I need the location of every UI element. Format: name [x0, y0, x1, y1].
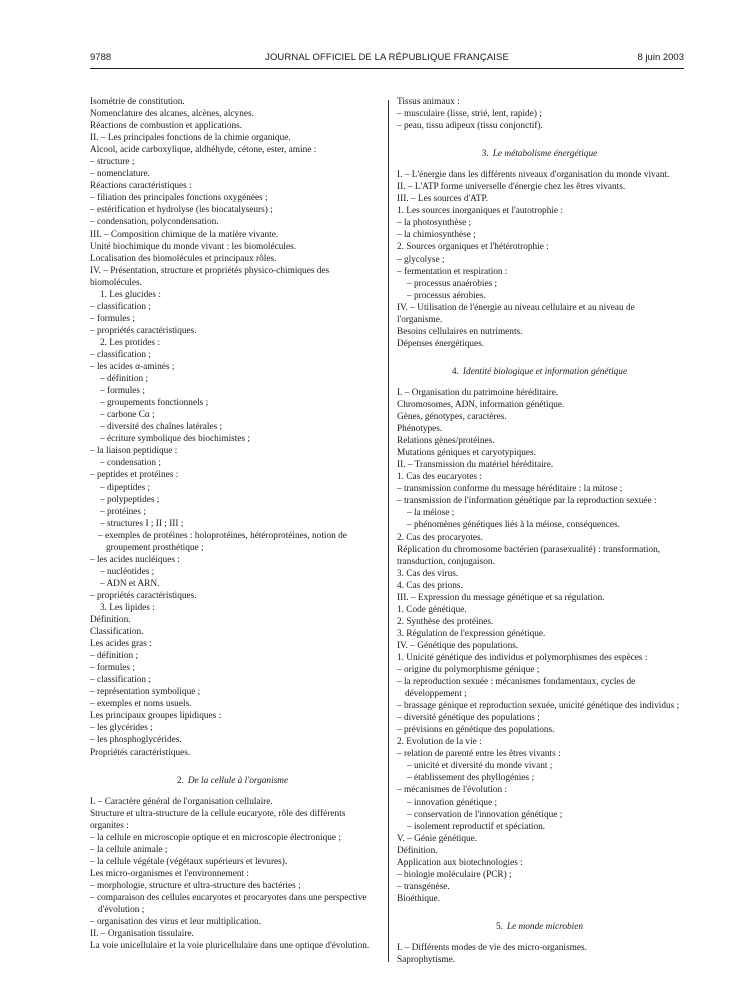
list-item: – processus aérobies.	[407, 290, 486, 301]
list-item: – formules ;	[90, 313, 135, 324]
right-column	[397, 96, 682, 966]
list-item: – dipeptides ;	[100, 482, 151, 493]
text-line: Tissus animaux :	[397, 97, 460, 107]
list-item: – peau, tissu adipeux (tissu conjonctif).	[397, 121, 543, 132]
list-item: – écriture symbolique des biochimistes ;	[100, 434, 251, 445]
list-item: – propriétés caractéristiques.	[90, 325, 197, 336]
list-item: – transmission conforme du message héréditaire : la mitose ;	[397, 484, 623, 495]
list-item: – les phosphoglycérides.	[90, 735, 182, 746]
section-heading-2	[90, 775, 375, 787]
text-line: 3. Cas des virus.	[397, 568, 459, 579]
subsection-heading: II. – L'ATP forme universelle d'énergie chez les êtres vivants.	[397, 182, 626, 193]
list-item: – la photosynthèse ;	[397, 218, 472, 229]
text-line: Les principaux groupes lipidiques :	[90, 711, 222, 722]
text-line: Phénotypes.	[397, 424, 443, 435]
text-line: Mutations géniques et caryotypiques.	[397, 448, 536, 459]
text-line: Structure et ultra-structure de la cellule eucaryote, rôle des différents organites :	[90, 808, 346, 831]
list-item: – la reproduction sexuée : mécanismes fondamentaux, cycles de développement ;	[397, 677, 636, 700]
list-item: – structures I ; II ; III ;	[100, 518, 184, 529]
list-item: – diversité des chaînes latérales ;	[100, 422, 223, 433]
list-item: – classification ;	[90, 301, 151, 312]
subsection-heading: III. – Les sources d'ATP.	[397, 194, 489, 205]
list-item: – définition ;	[90, 651, 139, 662]
list-item: – filiation des principales fonctions oxygénées ;	[90, 193, 268, 204]
subsection-heading: IV. – Présentation, structure et propriétés physico-chimiques des biomolécules.	[90, 265, 330, 288]
text-line: 1. Code génétique.	[397, 604, 467, 615]
list-item: – brassage génique et reproduction sexuée, unicité génétique des individus ;	[397, 701, 680, 712]
subsection-heading: I. – Organisation du patrimoine héréditaire.	[397, 387, 559, 398]
text-line: Propriétés caractéristiques.	[90, 747, 191, 758]
list-item: – nomenclature.	[90, 169, 150, 180]
text-line: 2. Cas des procaryotes.	[397, 532, 483, 543]
list-item: – les acides α-aminés ;	[90, 362, 175, 373]
publication-date: 8 juin 2003	[637, 52, 684, 63]
text-line: Classification.	[90, 627, 144, 638]
section-number: 3.	[481, 149, 489, 160]
list-item: – transmission de l'information génétique par la reproduction sexuée :	[397, 496, 657, 507]
text-line: Application aux biotechnologies :	[397, 857, 523, 868]
list-item: – la méiose ;	[407, 508, 455, 519]
text-line: 2. Synthèse des protéines.	[397, 616, 494, 627]
text-line: Bioéthique.	[397, 893, 441, 904]
list-item: – carbone Cα ;	[100, 410, 155, 421]
list-item: – morphologie, structure et ultra-structure des bactéries ;	[90, 880, 301, 891]
section-number: 5.	[495, 921, 503, 932]
list-item: – établissement des phyllogénies ;	[407, 773, 535, 784]
list-item: – musculaire (lisse, strié, lent, rapide) ;	[397, 109, 542, 120]
text-line: Besoins cellulaires en nutriments.	[397, 326, 523, 337]
text-line: 3. Régulation de l'expression génétique.	[397, 628, 546, 639]
text-line: 1. Unicité génétique des individus et polymorphismes des espèces :	[397, 652, 648, 663]
list-item: – polypeptides ;	[100, 494, 160, 505]
section-heading-4	[397, 366, 682, 378]
list-item: – les glycérides ;	[90, 723, 153, 734]
text-line: La voie unicellulaire et la voie pluricellulaire dans une optique d'évolution.	[90, 941, 370, 952]
text-line: Saprophytisme.	[397, 955, 456, 966]
subsection-heading: I. – Caractère général de l'organisation cellulaire.	[90, 796, 273, 807]
text-line: Les acides gras :	[90, 639, 152, 650]
list-item: – fermentation et respiration :	[397, 266, 508, 277]
section-number: 4.	[451, 366, 459, 377]
list-item: – processus anaérobies ;	[407, 278, 498, 289]
text-line: 1. Les sources inorganiques et l'autotrophie :	[397, 206, 563, 217]
subsection-heading: IV. – Génétique des populations.	[397, 640, 519, 651]
text-line: Réplication du chromosome bactérien (parasexualité) : transformation, transduction, conjugaison.	[397, 544, 661, 567]
list-item: – groupements fonctionnels ;	[100, 398, 209, 409]
text-line: Chromosomes, ADN, information génétique.	[397, 399, 565, 410]
list-item: – diversité génétique des populations ;	[397, 713, 540, 724]
section-title: Le métabolisme énergétique	[492, 149, 598, 160]
text-line: Définition.	[90, 615, 131, 626]
text-line: Isométrie de constitution.	[90, 97, 185, 107]
list-item: – unicité et diversité du monde vivant ;	[407, 761, 553, 772]
section-title: De la cellule à l'organisme	[187, 775, 289, 786]
list-item: – condensation ;	[100, 458, 161, 469]
column-divider	[388, 100, 389, 962]
text-line: Dépenses énergétiques.	[397, 338, 485, 349]
list-item: – définition ;	[100, 374, 149, 385]
subsection-heading: III. – Expression du message génétique et sa régulation.	[397, 592, 605, 603]
text-line: Les micro-organismes et l'environnement :	[90, 868, 249, 879]
text-line: Relations gènes/protéines.	[397, 436, 495, 447]
text-line: Définition.	[397, 845, 438, 856]
list-item: – structure ;	[90, 157, 135, 168]
list-item: – prévisions en génétique des populations.	[397, 725, 555, 736]
list-item: – origine du polymorphisme génique ;	[397, 665, 540, 676]
list-item: – représentation symbolique ;	[90, 687, 201, 698]
left-column	[90, 96, 375, 952]
list-item: – exemples de protéines : holoprotéines, hétéroprotéines, notion de groupement prosthétique ;	[98, 530, 347, 553]
list-item: – protéines ;	[100, 506, 146, 517]
text-line: 4. Cas des prions.	[397, 580, 463, 591]
section-title: Identité biologique et information génétique	[462, 366, 628, 377]
list-item: – innovation génétique ;	[407, 797, 498, 808]
list-item: – les acides nucléiques :	[90, 554, 180, 565]
text-line: Réactions de combustion et applications.	[90, 121, 243, 132]
list-item: – formules ;	[100, 386, 145, 397]
list-item: – propriétés caractéristiques.	[90, 590, 197, 601]
text-line: Localisation des biomolécules et principaux rôles.	[90, 253, 277, 264]
text-line: 2. Evolution de la vie :	[397, 737, 482, 748]
list-item: – organisation des virus et leur multiplication.	[90, 917, 262, 928]
list-item: – transgénèse.	[397, 881, 450, 892]
section-heading-5	[397, 921, 682, 933]
page-header	[90, 52, 684, 66]
list-item: – exemples et noms usuels.	[90, 699, 192, 710]
list-item: – la cellule en microscopie optique et en microscopie électronique ;	[90, 832, 341, 843]
list-item: – nucléotides ;	[100, 566, 155, 577]
text-line: 2. Sources organiques et l'hétérotrophie :	[397, 242, 549, 253]
list-item: – classification ;	[90, 349, 151, 360]
list-item: – mécanismes de l'évolution :	[397, 785, 508, 796]
list-item: – comparaison des cellules eucaryotes et procaryotes dans une perspective d'évolution ;	[90, 893, 367, 916]
section-title: Le monde microbien	[506, 921, 584, 932]
list-item: – phénomènes génétiques liés à la méiose, conséquences.	[407, 520, 620, 531]
journal-title: JOURNAL OFFICIEL DE LA RÉPUBLIQUE FRANÇAISE	[265, 52, 509, 63]
list-item: – glycolyse ;	[397, 254, 445, 265]
list-item: – isolement reproductif et spéciation.	[407, 821, 546, 832]
list-item: – ADN et ARN.	[100, 578, 160, 589]
list-item: – la chimiosynthèse ;	[397, 230, 476, 241]
subsection-heading: I. – Différents modes de vie des micro-organismes.	[397, 943, 587, 953]
text-line: Réactions caractéristiques :	[90, 181, 192, 192]
list-item: – relation de parenté entre les êtres vivants :	[397, 749, 561, 760]
list-item: – classification ;	[90, 675, 151, 686]
header-rule	[90, 68, 684, 69]
list-item: – estérification et hydrolyse (les biocatalyseurs) ;	[90, 205, 273, 216]
text-line: Alcool, acide carboxylique, aldhéhyde, cétone, ester, amine :	[90, 145, 317, 156]
list-item: – condensation, polycondensation.	[90, 217, 219, 228]
subsection-heading: II. – Les principales fonctions de la chimie organique.	[90, 133, 291, 144]
text-line: 2. Les protides :	[100, 337, 160, 348]
subsection-heading: IV. – Utilisation de l'énergie au niveau cellulaire et au niveau de l'organisme.	[397, 302, 635, 325]
text-line: Nomenclature des alcanes, alcènes, alcynes.	[90, 109, 254, 120]
list-item: – conservation de l'innovation génétique ;	[407, 809, 563, 820]
text-line: Unité biochimique du monde vivant : les biomolécules.	[90, 241, 297, 252]
text-line: 3. Les lipides :	[100, 602, 155, 613]
list-item: – la cellule animale ;	[90, 844, 168, 855]
subsection-heading: II. – Transmission du matériel héréditaire.	[397, 460, 554, 471]
page-number: 9788	[90, 52, 112, 63]
text-line: 1. Cas des eucaryotes :	[397, 472, 482, 483]
subsection-heading: II. – Organisation tissulaire.	[90, 929, 194, 940]
text-line: Gènes, génotypes, caractères.	[397, 412, 507, 423]
subsection-heading: V. – Génie génétique.	[397, 833, 478, 844]
section-number: 2.	[176, 775, 184, 786]
subsection-heading: I. – L'énergie dans les différents niveaux d'organisation du monde vivant.	[397, 170, 670, 181]
list-item: – peptides et protéines :	[90, 470, 179, 481]
list-item: – la cellule végétale (végétaux supérieurs et levures).	[90, 856, 288, 867]
list-item: – formules ;	[90, 663, 135, 674]
section-heading-3	[397, 148, 682, 160]
subsection-heading: III. – Composition chimique de la matière vivante.	[90, 229, 279, 240]
list-item: – la liaison peptidique :	[90, 446, 178, 457]
list-item: – biologie moléculaire (PCR) ;	[397, 869, 512, 880]
text-line: 1. Les glucides :	[100, 289, 161, 300]
